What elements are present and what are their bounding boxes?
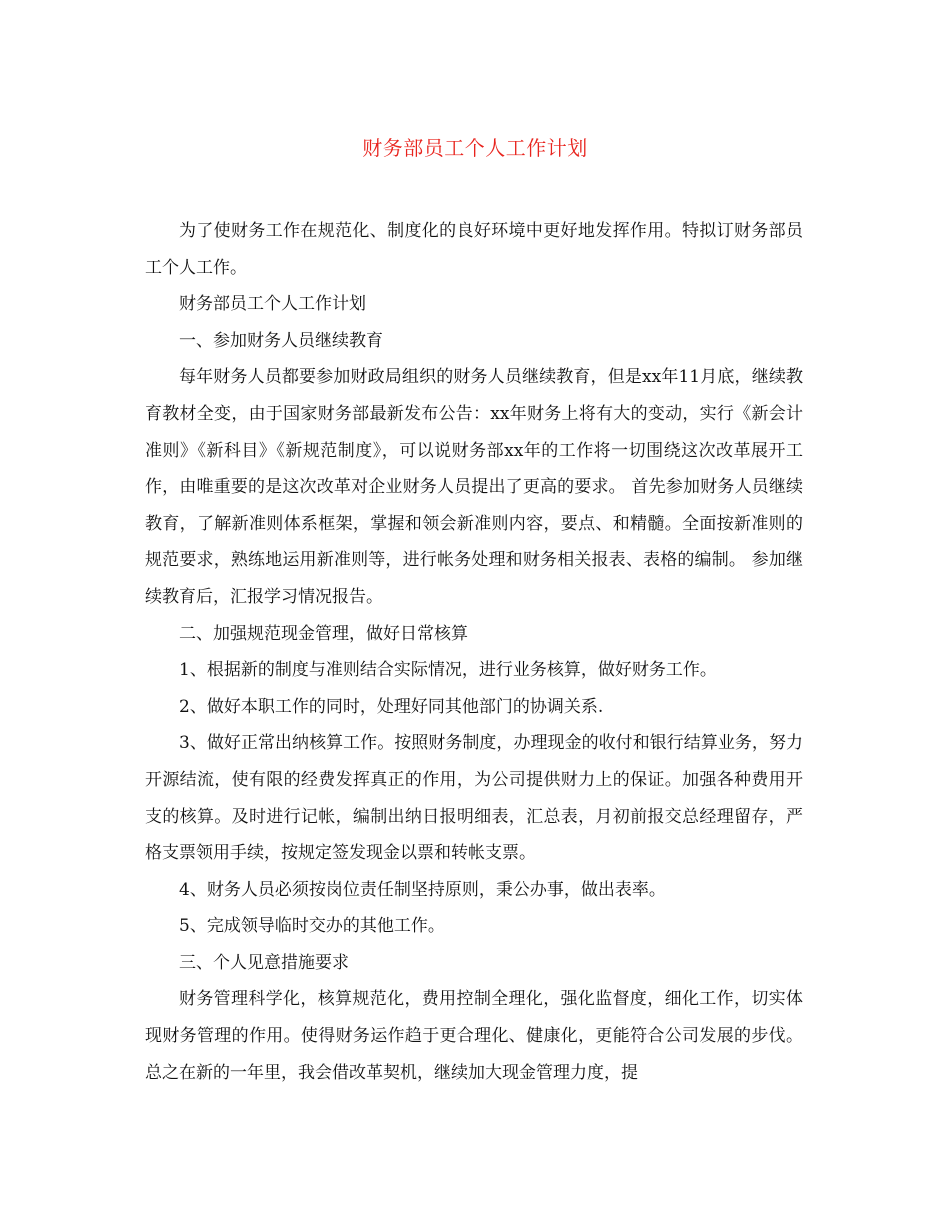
list-item-2: 2、做好本职工作的同时，处理好同其他部门的协调关系. (179, 696, 604, 717)
section-3-paragraph: 财务管理科学化，核算规范化，费用控制全理化，强化监督度，细化工作，切实体现财务管理的作用。使得财务运作趋于更合理化、健康化，更能符合公司发展的步伐。 总之在新的一年里，我会借改革契机，继续加大现金管理力度，提 (145, 989, 803, 1083)
document-body (145, 213, 803, 1091)
list-item-5: 5、完成领导临时交办的其他工作。 (179, 916, 445, 937)
section-heading-1: 一、参加财务人员继续教育 (179, 330, 383, 351)
list-item-4: 4、财务人员必须按岗位责任制坚持原则，秉公办事，做出表率。 (179, 879, 666, 900)
section-1-paragraph: 每年财务人员都要参加财政局组织的财务人员继续教育，但是xx年11月底，继续教育教材全变，由于国家财务部最新发布公告：xx年财务上将有大的变动，实行《新会计准则》《新科目》《新规范制度》，可以说财务部xx年的工作将一切围绕这次改革展开工作，由唯重要的是这次改革对企业财务人员提出了更高的要求。 首先参加财务人员继续教育，了解新准则体系框架，掌握和领会新准则内容，要点、和精髓。全面按新准则的规范要求，熟练地运用新准则等，进行帐务处理和财务相关报表、表格的编制。 参加继续教育后，汇报学习情况报告。 (145, 367, 803, 607)
document-title: 财务部员工个人工作计划 (362, 136, 588, 160)
list-item-3: 3、做好正常出纳核算工作。按照财务制度，办理现金的收付和银行结算业务，努力开源结流，使有限的经费发挥真正的作用，为公司提供财力上的保证。加强各种费用开支的核算。及时进行记帐，编制出纳日报明细表，汇总表，月初前报交总经理留存，严格支票领用手续，按规定签发现金以票和转帐支票。 (145, 733, 803, 864)
plan-subtitle: 财务部员工个人工作计划 (179, 294, 366, 315)
intro-paragraph: 为了使财务工作在规范化、制度化的良好环境中更好地发挥作用。特拟订财务部员工个人工作。 (145, 221, 803, 278)
list-item-1: 1、根据新的制度与准则结合实际情况，进行业务核算，做好财务工作。 (179, 660, 717, 681)
section-heading-2: 二、加强规范现金管理，做好日常核算 (179, 623, 468, 644)
section-heading-3: 三、个人见意措施要求 (179, 952, 349, 973)
